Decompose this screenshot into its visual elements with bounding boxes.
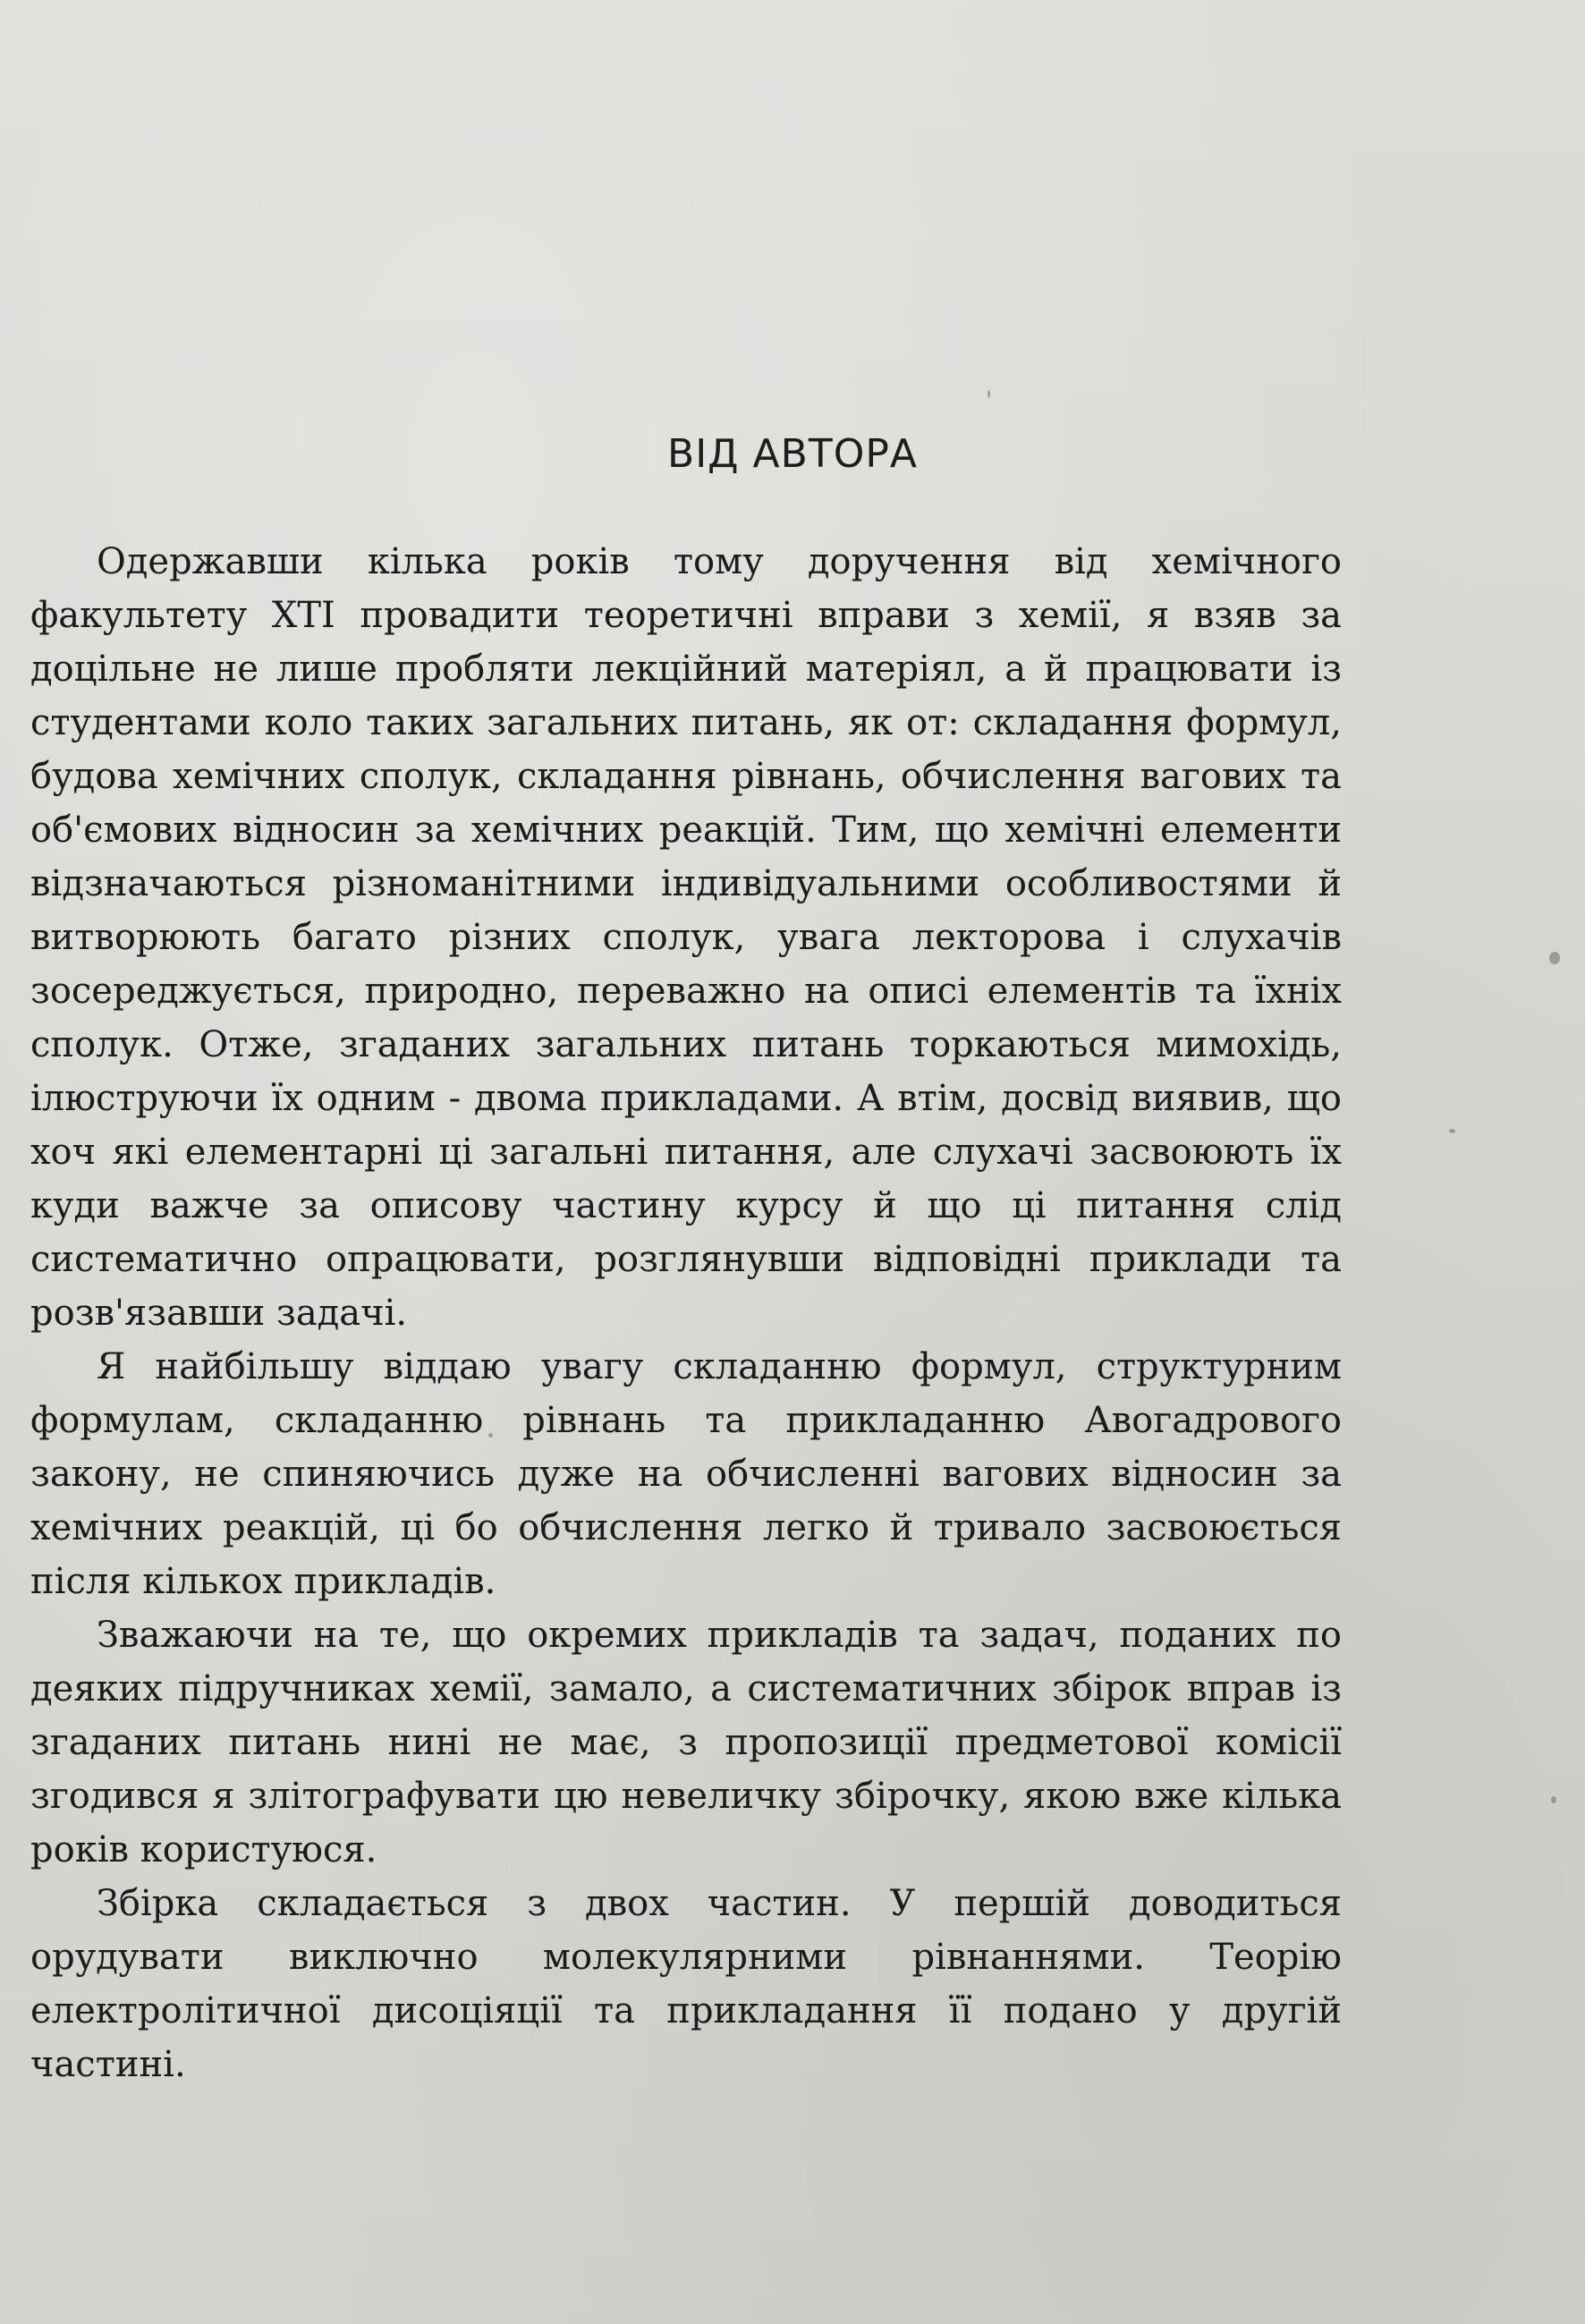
ink-speck <box>1549 952 1560 964</box>
ink-speck <box>987 390 990 398</box>
paragraph-4-text: Збірка складається з двох частин. У першій доводиться орудувати виключно молекулярними рівнаннями. Теорію електролітичної дисоціяції та прикладання її подано у другій частині. <box>30 1883 1342 2085</box>
page-title: ВІД АВТОРА <box>667 431 918 477</box>
paragraph-4 <box>30 1877 1342 2091</box>
paragraph-1-text: Одержавши кілька років тому доручення від хемічного факультету ХТІ провадити теоретичні вправи з хемії, я взяв за доцільне не лише пробляти лекційний матеріял, а й працювати із студентами коло таких загальних питань, як от: складання формул, будова хемічних сполук, складання рівнань, обчислення вагових та об'ємових відносин за хемічних реакцій. Тим, що хемічні елементи відзначаються різноманітними індивідуальними особливостями й витворюють багато різних сполук, увага лекторова і слухачів зосереджується, природно, переважно на описі елементів та їхніх сполук. Отже, згаданих загальних питань торкаються мимохідь, ілюструючи їх одним - двома прикладами. А втім, досвід виявив, що хоч які елементарні ці загальні питання, але слухачі засвоюють їх куди важче за описову частину курсу й що ці питання слід систематично опрацювати, розглянувши відповідні приклади та розв'язавши задачі. <box>30 541 1342 1334</box>
ink-speck <box>1449 1129 1455 1133</box>
paragraph-3 <box>30 1608 1342 1877</box>
ink-speck <box>1551 1796 1556 1803</box>
paragraph-2-text: Я найбільшу віддаю увагу складанню формул, структурним формулам, складанню рівнань та прикладанню Авогадрового закону, не спиняючись дуже на обчисленні вагових відносин за хемічних реакцій, ці бо обчислення легко й тривало засвоюється після кількох прикладів. <box>30 1346 1342 1602</box>
paragraph-3-text: Зважаючи на те, що окремих прикладів та задач, поданих по деяких підручниках хемії, замало, а систематичних збірок вправ із згаданих питань нині не має, з пропозиції предметової комісії згодився я злітографувати цю невеличку збірочку, якою вже кілька років користуюся. <box>30 1615 1342 1870</box>
paragraph-1 <box>30 535 1342 1340</box>
paragraph-2 <box>30 1340 1342 1608</box>
preface-text <box>30 535 1342 2091</box>
